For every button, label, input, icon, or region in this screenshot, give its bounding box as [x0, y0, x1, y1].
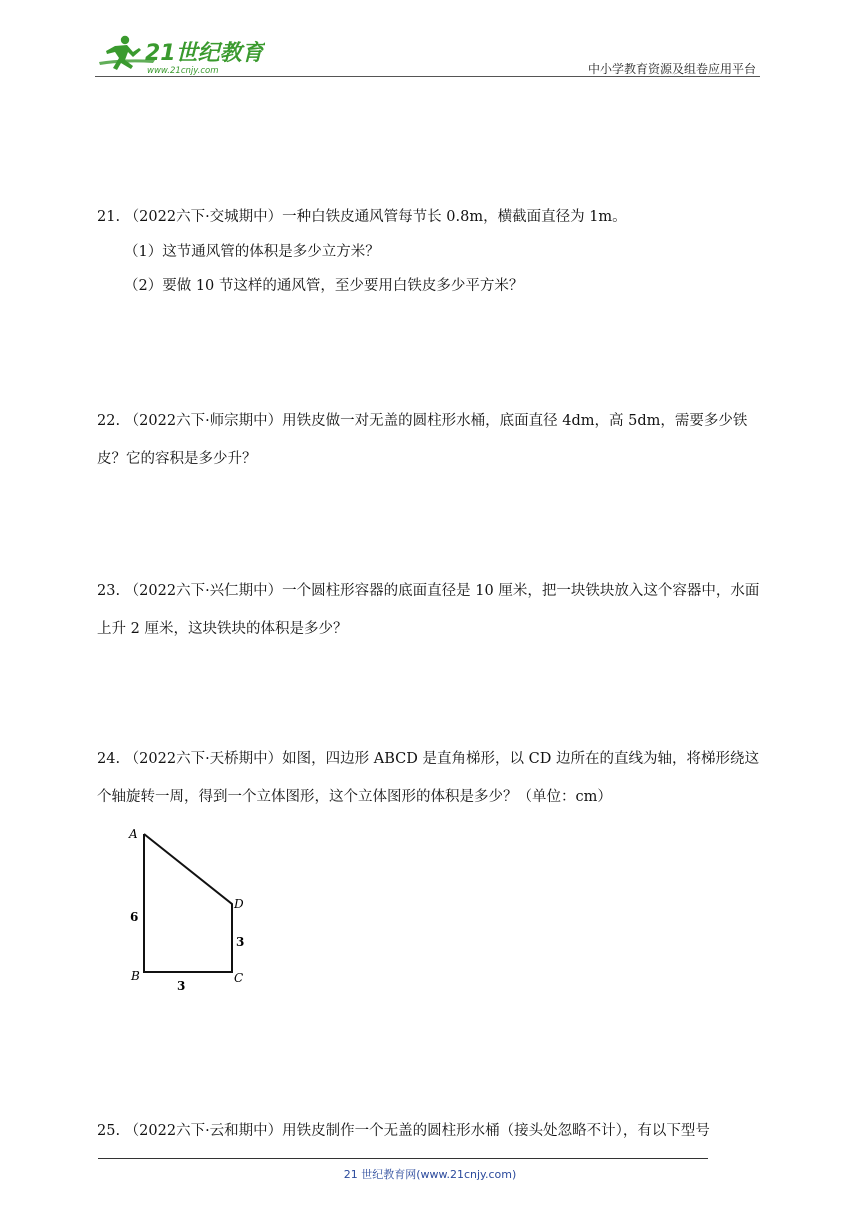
label-d: D: [234, 897, 244, 911]
question-number: 25.: [97, 1123, 121, 1139]
dim-cd: 3: [236, 935, 245, 949]
label-a: A: [129, 827, 138, 841]
trapezoid-abcd: [144, 834, 232, 972]
question-number: 21.: [97, 209, 121, 225]
label-b: B: [131, 969, 140, 983]
question-number: 22.: [97, 413, 121, 429]
question-number: 23.: [97, 583, 121, 599]
question-23: [97, 572, 767, 648]
logo-url-text: www.21cnjy.com: [147, 66, 219, 76]
trapezoid-figure: [126, 822, 256, 994]
question-21-part-2: （2）要做 10 节这样的通风管，至少要用白铁皮多少平方米？: [124, 278, 524, 294]
question-25: [97, 1112, 767, 1150]
dim-ab: 6: [130, 910, 139, 924]
page-header: [95, 30, 760, 78]
dim-bc: 3: [177, 979, 186, 993]
question-text: （2022六下·兴仁期中）一个圆柱形容器的底面直径是 10 厘米，把一块铁块放入这个容器中，水面上升 2 厘米，这块铁块的体积是多少？: [97, 583, 760, 637]
question-21-part-1: （1）这节通风管的体积是多少立方米？: [124, 244, 380, 260]
question-22: [97, 402, 767, 478]
platform-name: 中小学教育资源及组卷应用平台: [587, 62, 756, 76]
question-text: （2022六下·云和期中）用铁皮制作一个无盖的圆柱形水桶（接头处忽略不计），有以下型号: [124, 1123, 710, 1139]
question-number: 24.: [97, 751, 121, 767]
logo-text: 21世纪教育: [145, 41, 264, 66]
question-text: （2022六下·天桥期中）如图，四边形 ABCD 是直角梯形，以 CD 边所在的直线为轴，将梯形绕这个轴旋转一周，得到一个立体图形，这个立体图形的体积是多少？（单位：cm）: [97, 751, 759, 805]
question-24: [97, 740, 767, 816]
label-c: C: [234, 971, 244, 985]
footer-divider: [98, 1158, 708, 1159]
header-divider: [95, 76, 760, 77]
page-footer: 21 世纪教育网(www.21cnjy.com): [343, 1168, 517, 1181]
question-21: [97, 198, 767, 236]
question-text: （2022六下·师宗期中）用铁皮做一对无盖的圆柱形水桶，底面直径 4dm，高 5dm，需要多少铁皮？它的容积是多少升？: [97, 413, 748, 467]
logo-21cnjy: [95, 32, 265, 76]
question-text: （2022六下·交城期中）一种白铁皮通风管每节长 0.8m，横截面直径为 1m。: [124, 209, 627, 225]
